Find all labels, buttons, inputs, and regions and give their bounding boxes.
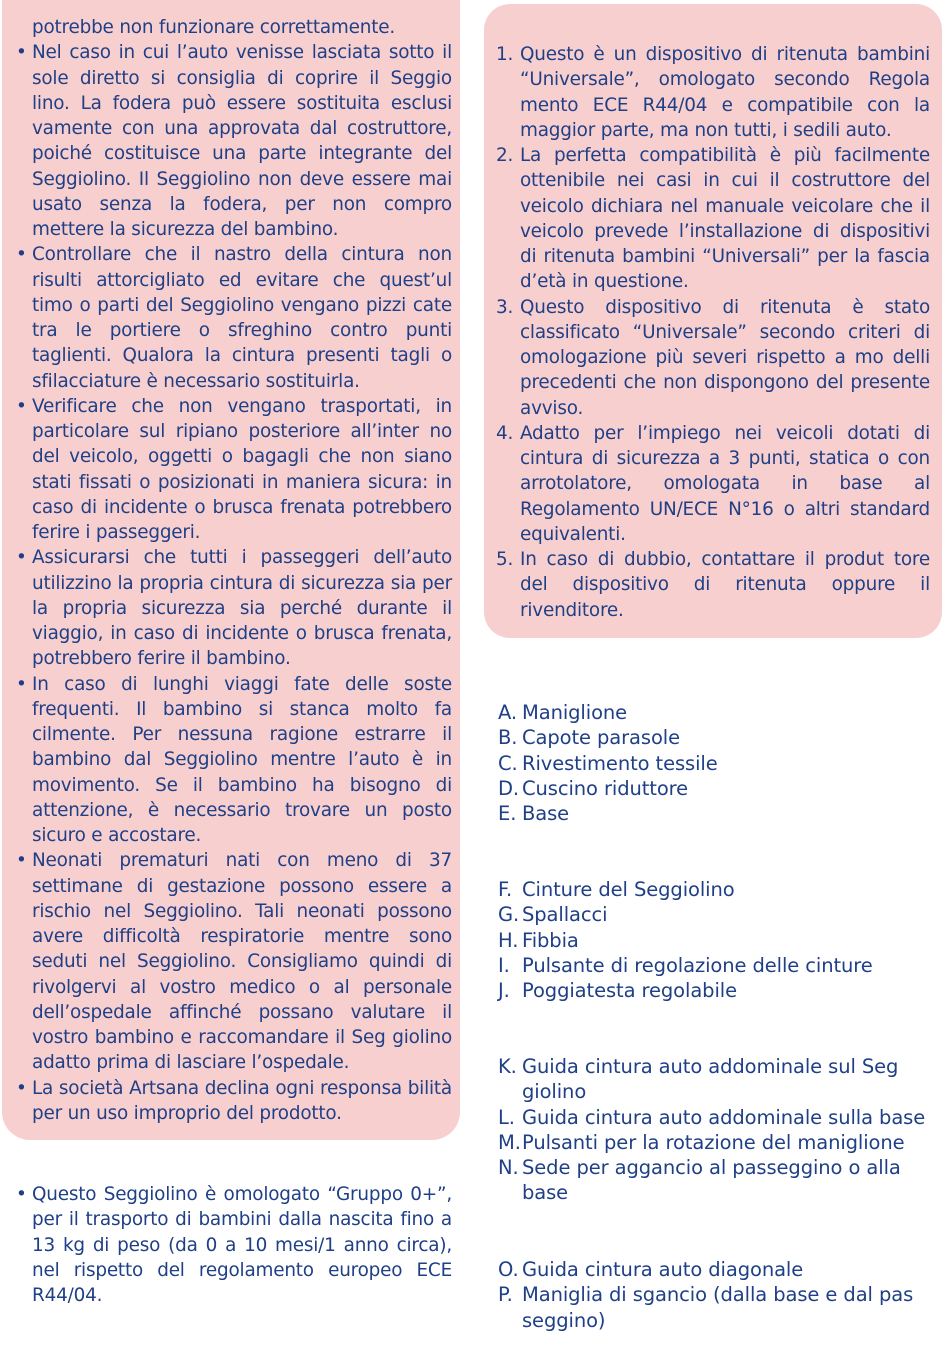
parts-legend-group [498, 877, 938, 1003]
legend-item: O. Guida cintura auto diagonale [498, 1258, 804, 1281]
legend-item: H. Fibbia [498, 928, 579, 952]
warning-item: • Controllare che il nastro della cintura non risulti attorcigliato ed evitare che quest’ul timo o parti del Seggiolino vengano pizzi cate tra le portiere o sfreghino contro punti taglienti. Qualora la cintura presenti tagli o sfilacciature è necessario sostituirla. [16, 244, 452, 392]
parts-legend-group [498, 1054, 938, 1206]
legend-item: D. Cuscino riduttore [498, 776, 689, 800]
warning-item: • Assicurarsi che tutti i passeggeri dell’auto utilizzino la propria cintura di sicurezza sia per la propria sicurezza sia perché durante il viaggio, in caso di incidente o brusca frenata, potrebbero ferire il bambino. [16, 547, 452, 670]
parts-legend-group [498, 700, 938, 826]
homologation-item: • Questo Seggiolino è omologato “Gruppo 0+”, per il trasporto di bambini dalla nascita fino a 13 kg di peso (da 0 a 10 mesi/1 anno circa), nel rispetto del regolamento europeo ECE R44/04. [16, 1184, 452, 1306]
notice-item: 1. Questo è un dispositivo di ritenuta bambini “Universale”, omologato secondo Regola mento ECE R44/04 e compatibile con la maggior parte, ma non tutti, i sedili auto. [496, 44, 930, 141]
warnings-list [14, 15, 452, 1126]
warnings-continuation: potrebbe non funzionare correttamente. [32, 17, 395, 38]
legend-item: K. Guida cintura auto addominale sul Seg giolino [498, 1055, 899, 1104]
notice-item: 4. Adatto per l’impiego nei veicoli dotati di cintura di sicurezza a 3 punti, statica o con arrotolatore, omologata in base al Regolamento UN/ECE N°16 o altri standard equivalenti. [496, 422, 930, 545]
legend-item: C. Rivestimento tessile [498, 751, 718, 775]
legend-item: G. Spallacci [498, 903, 608, 927]
legend-item: P. Maniglia di sgancio (dalla base e dal pas seggino) [498, 1283, 914, 1332]
warning-item: • Verificare che non vengano trasportati, in particolare sul ripiano posteriore all’inter no del veicolo, oggetti o bagagli che non siano stati fissati o posizionati in maniera sicura: in caso di incidente o brusca frenata potrebbero ferire i passeggeri. [16, 395, 452, 543]
warning-item: • Neonati prematuri nati con meno di 37 settimane di gestazione possono essere a rischio nel Seggiolino. Tali neonati possono avere difficoltà respiratorie mentre sono seduti nel Seggiolino. Consigliamo quindi di rivolgervi al vostro medico o al personale dell’ospedale affinché possano valutare il vostro bambino e raccomandare il Seg giolino adatto prima di lasciare l’ospedale. [16, 850, 452, 1074]
warning-item: • Nel caso in cui l’auto venisse lasciata sotto il sole diretto si consiglia di coprire il Seggio lino. La fodera può essere sostituita esclusi vamente con una approvata dal costruttore, poiché costituisce una parte integrante del Seggiolino. Il Seggiolino non deve essere mai usato senza la fodera, per non compro mettere la sicurezza del bambino. [16, 42, 452, 240]
legend-item: N. Sede per aggancio al passeggino o alla base [498, 1156, 901, 1205]
homologation-note [14, 1182, 452, 1308]
parts-legend-group [498, 1257, 938, 1333]
warning-item: • In caso di lunghi viaggi fate delle soste frequenti. Il bambino si stanca molto fa cilmente. Per nessuna ragione estrarre il bambino dal Seggiolino mentre l’auto è in movimento. Se il bambino ha bisogno di attenzione, è necessario trovare un posto sicuro e accostare. [16, 673, 452, 846]
legend-item: L. Guida cintura auto addominale sulla base [498, 1105, 926, 1129]
legend-item: E. Base [498, 802, 570, 826]
notice-item: 3. Questo dispositivo di ritenuta è stato classificato “Universale” secondo criteri di omologazione più severi rispetto a mo delli precedenti che non dispongono del presente avviso. [496, 296, 930, 419]
legend-item: M. Pulsanti per la rotazione del maniglione [498, 1130, 905, 1154]
legend-item: J. Poggiatesta regolabile [498, 979, 737, 1003]
legend-item: B. Capote parasole [498, 726, 681, 750]
notice-item: 2. La perfetta compatibilità è più facilmente ottenibile nei casi in cui il costruttore del veicolo dichiara nel manuale veicolare che il veicolo prevede l’installazione di dispositivi di ritenuta bambini “Universali” per la fascia d’età in questione. [496, 145, 930, 293]
notice-item: 5. In caso di dubbio, contattare il produt tore del dispositivo di ritenuta oppure il rivenditore. [496, 549, 930, 621]
notice-list [496, 42, 930, 623]
legend-item: F. Cinture del Seggiolino [498, 878, 735, 901]
legend-item: I. Pulsante di regolazione delle cinture [498, 953, 873, 977]
warning-item: • La società Artsana declina ogni responsa bilità per un uso improprio del prodotto. [16, 1077, 452, 1124]
legend-item: A. Maniglione [498, 701, 628, 724]
